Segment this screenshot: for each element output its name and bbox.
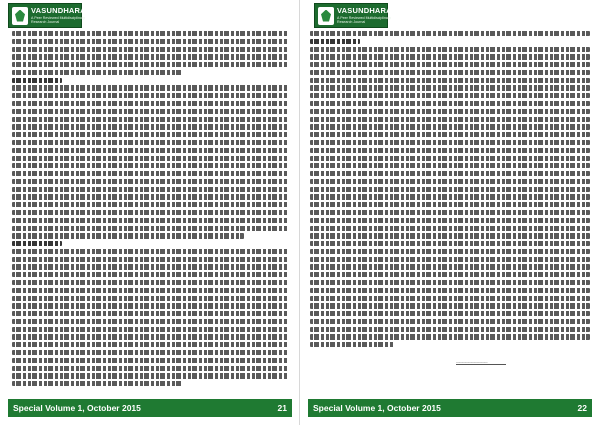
end-mark: __________	[456, 356, 488, 363]
journal-title: VASUNDHARA	[31, 6, 86, 16]
footer-volume-label: Special Volume 1, October 2015	[13, 403, 141, 413]
journal-subtitle: A Peer Reviewed Multidisciplinary Research Journal	[337, 15, 391, 24]
right-page-body	[310, 17, 590, 387]
journal-subtitle: A Peer Reviewed Multidisciplinary Research Journal	[31, 15, 85, 24]
footer-volume-label: Special Volume 1, October 2015	[313, 403, 441, 413]
right-page	[300, 0, 600, 425]
right-page-footer	[308, 399, 592, 417]
left-page-body	[12, 17, 288, 387]
end-separator	[456, 364, 506, 365]
journal-title: VASUNDHARA	[337, 6, 392, 16]
page-number: 22	[577, 403, 587, 413]
page-number: 21	[277, 403, 287, 413]
left-page-footer	[8, 399, 292, 417]
